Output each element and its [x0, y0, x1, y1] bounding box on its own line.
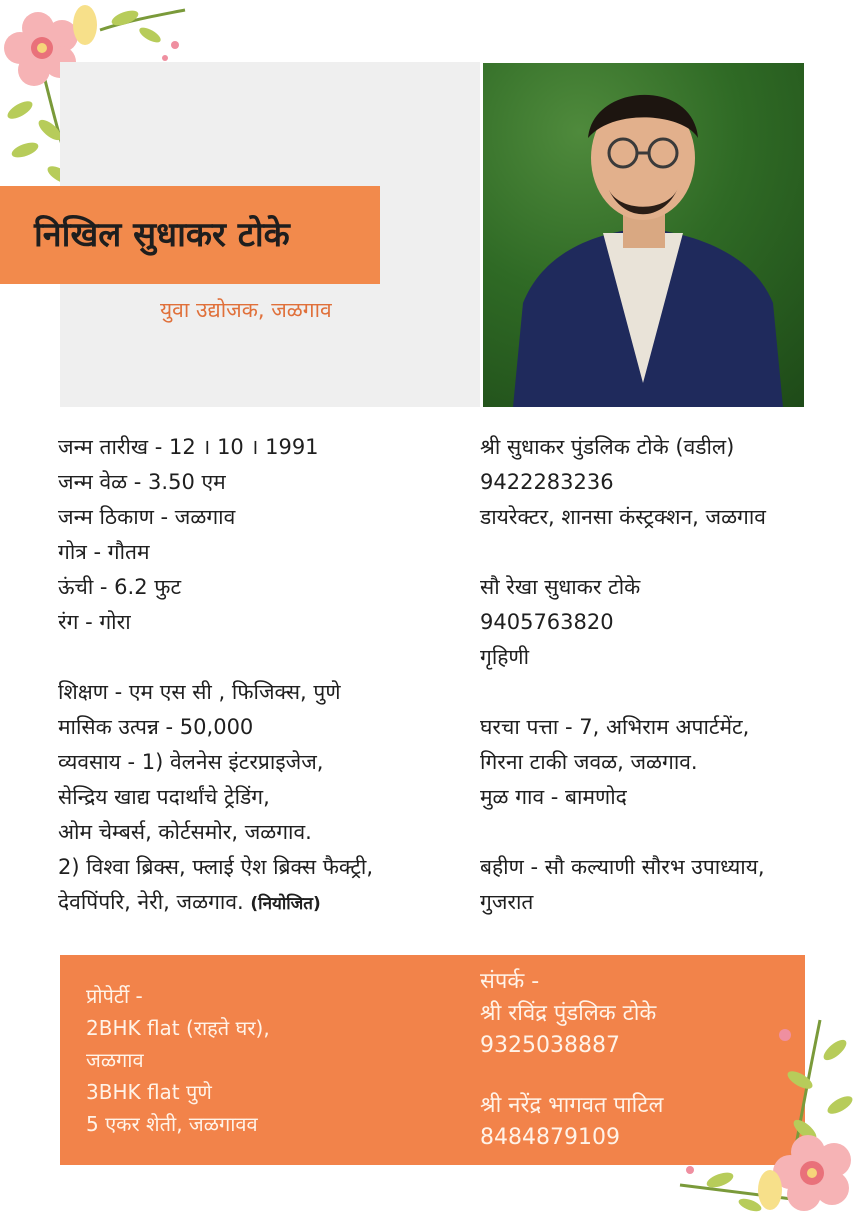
- occupation-note: (नियोजित): [250, 894, 321, 914]
- father-occupation: डायरेक्टर, शानसा कंस्ट्रक्शन, जळगाव: [480, 505, 766, 529]
- occupation-line-2: सेन्द्रिय खाद्य पदार्थांचे ट्रेडिंग,: [58, 785, 270, 809]
- birth-date: जन्म तारीख - 12 । 10 । 1991: [58, 435, 319, 459]
- sister-line-1: बहीण - सौ कल्याणी सौरभ उपाध्याय,: [480, 855, 765, 879]
- portrait-illustration: [483, 63, 804, 407]
- personal-details: [58, 430, 373, 922]
- monthly-income: मासिक उत्पन्न - 50,000: [58, 715, 254, 739]
- birth-place: जन्म ठिकाण - जळगाव: [58, 505, 236, 529]
- mother-name: सौ रेखा सुधाकर टोके: [480, 575, 641, 599]
- address-line-1: घरचा पत्ता - 7, अभिराम अपार्टमेंट,: [480, 715, 750, 739]
- contact-phone-1: 9325038887: [480, 1033, 620, 1058]
- floral-decoration-bottom-right: [660, 1010, 862, 1220]
- family-details: [480, 430, 766, 920]
- contact-person-2: श्री नरेंद्र भागवत पाटिल: [480, 1093, 664, 1118]
- contact-person-1: श्री रविंद्र पुंडलिक टोके: [480, 1001, 657, 1026]
- birth-time: जन्म वेळ - 3.50 एम: [58, 470, 226, 494]
- property-line-4: 5 एकर शेती, जळगावव: [86, 1112, 258, 1136]
- person-name: निखिल सुधाकर टोके: [34, 215, 290, 255]
- occupation-line-1: व्यवसाय - 1) वेलनेस इंटरप्राइजेज,: [58, 750, 324, 774]
- gotra: गोत्र - गौतम: [58, 540, 150, 564]
- occupation-line-3: ओम चेम्बर्स, कोर्टसमोर, जळगाव.: [58, 820, 312, 844]
- native-village: मुळ गाव - बामणोद: [480, 785, 627, 809]
- occupation-line-5: [58, 885, 373, 922]
- complexion: रंग - गोरा: [58, 610, 131, 634]
- property-line-3: 3BHK flat पुणे: [86, 1080, 212, 1104]
- portrait-photo: [483, 63, 804, 407]
- mother-phone: 9405763820: [480, 610, 614, 634]
- property-section: [86, 980, 270, 1140]
- property-line-1: 2BHK flat (राहते घर),: [86, 1016, 270, 1040]
- contact-heading: संपर्क -: [480, 969, 540, 994]
- person-subtitle: युवा उद्योजक, जळगाव: [160, 298, 332, 322]
- occupation-line-4: 2) विश्वा ब्रिक्स, फ्लाई ऐश ब्रिक्स फैक्ट्री,: [58, 855, 374, 879]
- contact-section: [480, 966, 663, 1154]
- occupation-place: देवपिंपरि, नेरी, जळगाव.: [58, 890, 244, 914]
- mother-occupation: गृहिणी: [480, 645, 530, 669]
- property-line-2: जळगाव: [86, 1048, 144, 1072]
- education: शिक्षण - एम एस सी , फिजिक्स, पुणे: [58, 680, 341, 704]
- contact-phone-2: 8484879109: [480, 1125, 620, 1150]
- father-name: श्री सुधाकर पुंडलिक टोके (वडील): [480, 435, 735, 459]
- address-line-2: गिरना टाकी जवळ, जळगाव.: [480, 750, 698, 774]
- father-phone: 9422283236: [480, 470, 614, 494]
- height: ऊंची - 6.2 फुट: [58, 575, 182, 599]
- property-heading: प्रोपेर्टी -: [86, 984, 143, 1008]
- sister-line-2: गुजरात: [480, 890, 534, 914]
